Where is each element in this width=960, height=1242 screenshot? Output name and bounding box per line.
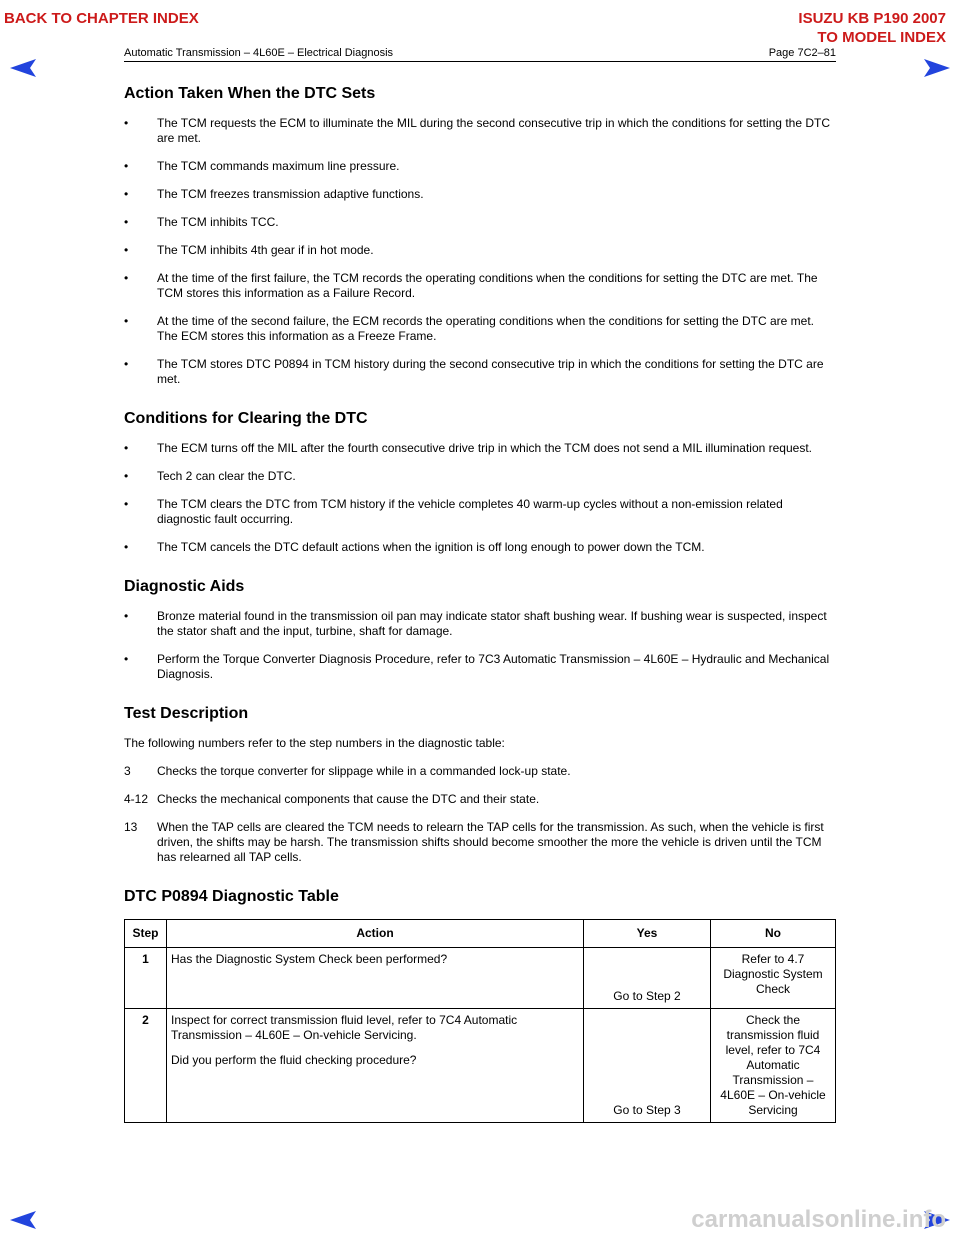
- section-title-clearing: Conditions for Clearing the DTC: [124, 410, 368, 427]
- col-step: Step: [125, 920, 167, 948]
- list-item: • The TCM cancels the DTC default actions when the ignition is off long enough to power down the TCM.: [124, 540, 705, 554]
- action-taken-list: [124, 116, 836, 387]
- list-item: • The TCM freezes transmission adaptive functions.: [124, 187, 424, 201]
- to-model-index-link[interactable]: TO MODEL INDEX: [817, 29, 946, 46]
- diagnostic-table: [124, 919, 836, 1123]
- list-item: • The TCM requests the ECM to illuminate the MIL during the second consecutive trip in which the conditions for setting the DTC are met.: [124, 116, 830, 145]
- list-item: • The ECM turns off the MIL after the fourth consecutive drive trip in which the TCM does not send a MIL illumination request.: [124, 441, 812, 455]
- step-no: Refer to 4.7 Diagnostic System Check: [711, 948, 836, 1009]
- test-description-intro: The following numbers refer to the step numbers in the diagnostic table:: [124, 736, 505, 750]
- table-row: [125, 1009, 836, 1123]
- list-item: • The TCM commands maximum line pressure.: [124, 159, 400, 173]
- list-item: • Perform the Torque Converter Diagnosis Procedure, refer to 7C3 Automatic Transmission – 4L60E – Hydraulic and Mechanical Diagnosis.: [124, 652, 830, 681]
- list-item: • The TCM stores DTC P0894 in TCM history during the second consecutive trip in which the conditions for setting the DTC are met.: [124, 357, 824, 386]
- step-action: Has the Diagnostic System Check been performed?: [167, 948, 584, 1009]
- clearing-list: [124, 441, 836, 555]
- step-yes: Go to Step 2: [584, 948, 711, 1009]
- page-header: [124, 47, 836, 62]
- col-action: Action: [167, 920, 584, 948]
- prev-page-bottom-arrow-icon[interactable]: [8, 1209, 38, 1231]
- step-yes: Go to Step 3: [584, 1009, 711, 1123]
- step-no: Check the transmission fluid level, refer to 7C4 Automatic Transmission – 4L60E – On-vehicle Servicing: [711, 1009, 836, 1123]
- test-step-row: 3 Checks the torque converter for slippage while in a commanded lock-up state.: [124, 764, 571, 778]
- section-title-action-taken: Action Taken When the DTC Sets: [124, 85, 376, 102]
- back-to-chapter-index-link[interactable]: BACK TO CHAPTER INDEX: [4, 10, 199, 27]
- step-number: 1: [125, 948, 167, 1009]
- list-item: • The TCM inhibits 4th gear if in hot mode.: [124, 243, 374, 257]
- section-title-test-description: Test Description: [124, 705, 249, 722]
- col-yes: Yes: [584, 920, 711, 948]
- table-header-row: [125, 920, 836, 948]
- header-title: Automatic Transmission – 4L60E – Electrical Diagnosis: [124, 47, 394, 59]
- section-title-diagnostic-table: DTC P0894 Diagnostic Table: [124, 888, 339, 905]
- table-row: [125, 948, 836, 1009]
- prev-page-arrow-icon[interactable]: [8, 57, 38, 79]
- section-title-diagnostic-aids: Diagnostic Aids: [124, 578, 245, 595]
- list-item: • Tech 2 can clear the DTC.: [124, 469, 296, 483]
- list-item: • At the time of the second failure, the ECM records the operating conditions when the conditions for setting the DTC are met. The ECM stores this information as a Freeze Frame.: [124, 314, 815, 343]
- model-title: ISUZU KB P190 2007: [798, 10, 946, 27]
- next-page-arrow-icon[interactable]: [922, 57, 952, 79]
- test-step-row: 4-12 Checks the mechanical components that cause the DTC and their state.: [124, 792, 540, 806]
- list-item: • At the time of the first failure, the TCM records the operating conditions when the conditions for setting the DTC are met. The TCM stores this information as a Failure Record.: [124, 271, 818, 300]
- watermark: carmanualsonline.info: [691, 1206, 946, 1233]
- diagnostic-aids-list: [124, 609, 836, 682]
- step-action: Inspect for correct transmission fluid level, refer to 7C4 Automatic Transmission – 4L60E – On-vehicle Servicing. Did you perform the fluid checking procedure?: [167, 1009, 584, 1123]
- list-item: • The TCM clears the DTC from TCM history if the vehicle completes 40 warm-up cycles without a non-emission related diagnostic fault occurring.: [124, 497, 783, 526]
- list-item: • The TCM inhibits TCC.: [124, 215, 279, 229]
- list-item: • Bronze material found in the transmission oil pan may indicate stator shaft bushing wear. If bushing wear is suspected, inspect the stator shaft and the input, turbine, shaft for damage.: [124, 609, 827, 638]
- col-no: No: [711, 920, 836, 948]
- step-number: 2: [125, 1009, 167, 1123]
- test-step-row: 13 When the TAP cells are cleared the TCM needs to relearn the TAP cells for the transmission. As such, when the vehicle is first driven, the shifts may be harsh. The transmission shifts should become smoother the more the vehicle is driven until the TCM has relearned all TAP cells.: [124, 820, 824, 864]
- page-content: [124, 84, 836, 1123]
- page-number: Page 7C2–81: [768, 47, 836, 59]
